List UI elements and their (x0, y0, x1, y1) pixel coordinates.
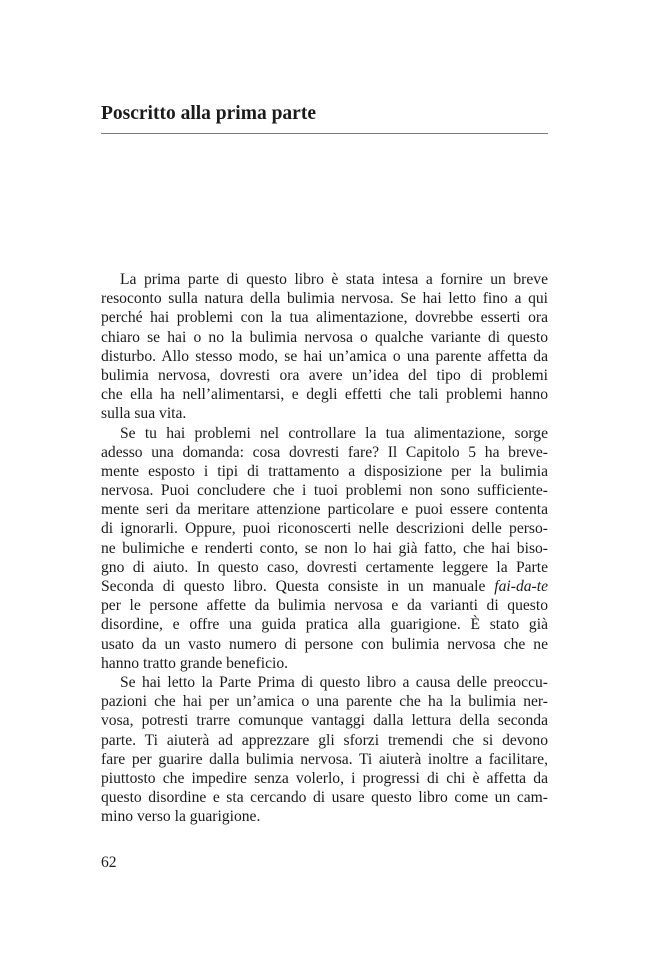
text-line: piuttosto che impedire senza volerlo, i progressi di chi è affetta da (101, 769, 548, 787)
text-line: Se tu hai problemi nel controllare la tua alimentazione, sorge (120, 424, 548, 442)
text-line: adesso una domanda: cosa dovresti fare? Il Capitolo 5 ha breve- (101, 443, 548, 461)
body-text (101, 270, 548, 826)
text-line: usato da un vasto numero di persone con bulimia nervosa che ne (101, 635, 548, 653)
text-line: disordine, e offre una guida pratica alla guarigione. È stato già (101, 616, 548, 634)
text-line: parte. Ti aiuterà ad apprezzare gli sforzi tremendi che si devono (101, 731, 548, 749)
paragraph (101, 270, 548, 424)
italic-phrase: fai-da-te (494, 578, 548, 595)
text-fragment: Seconda di questo libro. Questa consiste in un manuale (101, 578, 495, 595)
text-line: questo disordine e sta cercando di usare questo libro come un cam- (101, 789, 548, 807)
text-line: vosa, potresti trarre comunque vantaggi dalla lettura della seconda (101, 712, 548, 730)
title-rule (101, 133, 548, 134)
text-line: pazioni che hai per un’amica o una parente che ha la bulimia ner- (101, 693, 548, 711)
text-line: gno di aiuto. In questo caso, dovresti certamente leggere la Parte (101, 558, 548, 576)
text-line: ne bulimiche e renderti conto, se non lo hai già fatto, che hai biso- (101, 539, 548, 557)
text-line: La prima parte di questo libro è stata intesa a fornire un breve (120, 271, 548, 288)
text-line: Se hai letto la Parte Prima di questo libro a causa delle preoccu- (120, 673, 548, 691)
text-line: che ella ha nell’alimentarsi, e degli effetti che tali problemi hanno (101, 386, 548, 404)
chapter-title: Poscritto alla prima parte (101, 103, 316, 124)
page-number: 62 (101, 854, 117, 871)
text-line: di ignorarli. Oppure, puoi riconoscerti nelle descrizioni delle perso- (101, 520, 548, 538)
text-line: perché hai problemi con la tua alimentazione, dovrebbe esserti ora (101, 309, 548, 327)
paragraph (101, 424, 548, 673)
text-line-with-italic (101, 577, 548, 596)
text-line: hanno tratto grande beneficio. (101, 654, 289, 672)
text-line: fare per guarire dalla bulimia nervosa. Ti aiuterà inoltre a facilitare, (101, 750, 548, 768)
text-line: chiaro se hai o no la bulimia nervosa o qualche variante di questo (101, 328, 548, 346)
text-line: per le persone affette da bulimia nervosa e da varianti di questo (101, 597, 548, 615)
text-line: mente seri da meritare attenzione particolare e puoi essere contenta (101, 501, 548, 519)
text-line: nervosa. Puoi concludere che i tuoi problemi non sono sufficiente- (101, 482, 548, 500)
text-line: bulimia nervosa, dovresti ora avere un’idea del tipo di problemi (101, 366, 548, 384)
text-line: mente esposto i tipi di trattamento a disposizione per la bulimia (101, 462, 548, 480)
text-line: disturbo. Allo stesso modo, se hai un’amica o una parente affetta da (101, 347, 548, 365)
paragraph (101, 673, 548, 827)
text-line: mino verso la guarigione. (101, 808, 261, 826)
text-line: sulla sua vita. (101, 405, 187, 423)
text-line: resoconto sulla natura della bulimia nervosa. Se hai letto fino a qui (101, 290, 548, 308)
